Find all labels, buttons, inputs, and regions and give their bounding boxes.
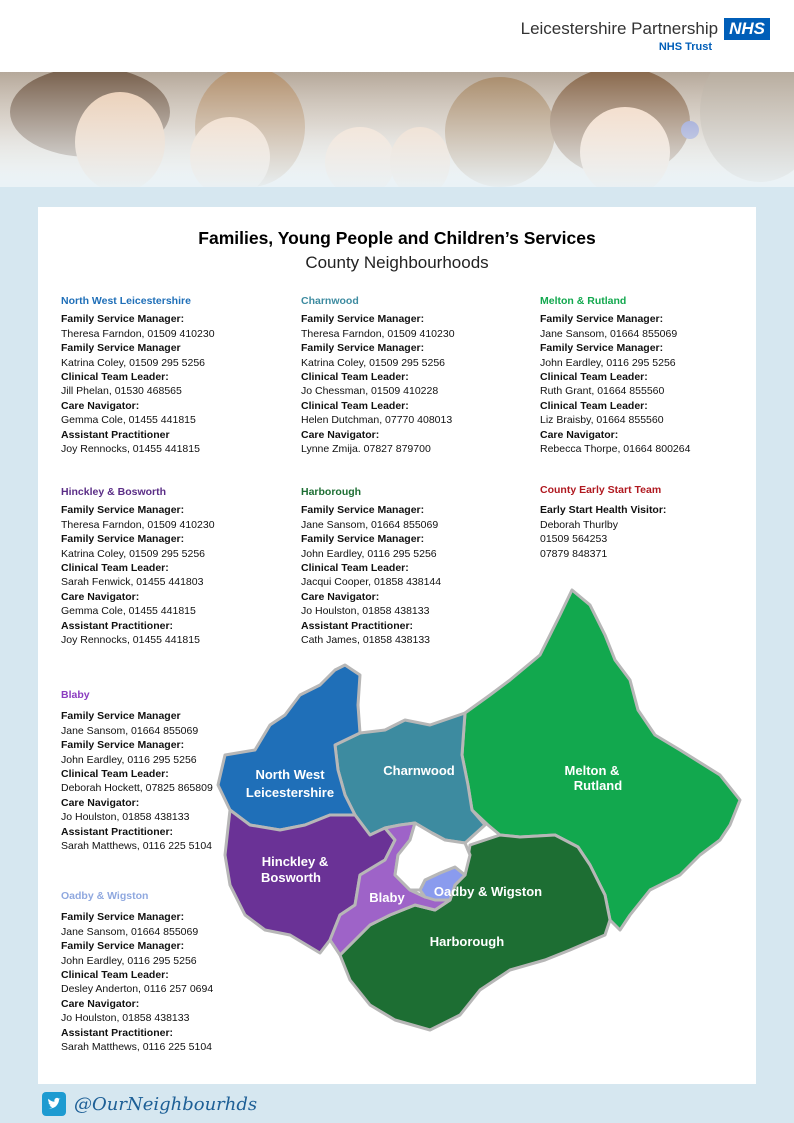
nhs-brand [521,18,770,53]
twitter-bird-icon[interactable] [42,1092,66,1116]
neighbourhood-heading: Hinckley & Bosworth [61,486,167,498]
neighbourhood-heading: County Early Start Team [540,484,662,496]
contact-detail: 01509 564253 [540,533,608,546]
contact-detail: Liz Braisby, 01664 855560 [540,414,664,427]
contact-role: Family Service Manager: [61,739,185,752]
contact-detail: Jo Chessman, 01509 410228 [301,385,439,398]
contact-role: Clinical Team Leader: [301,399,409,412]
document-subtitle: County Neighbourhoods [305,253,489,272]
contact-role: Clinical Team Leader: [301,371,409,384]
contact-role: Assistant Practitioner: [61,1026,174,1039]
header-bar [0,0,794,72]
neighbourhood-heading: Harborough [301,486,362,498]
contact-role: Family Service Manager: [540,342,664,355]
twitter-footer[interactable] [42,1092,257,1116]
neighbourhood-map [210,585,745,1045]
contact-detail: Theresa Farndon, 01509 410230 [61,518,215,531]
contact-role: Care Navigator: [61,590,140,603]
contact-detail: Katrina Coley, 01509 295 5256 [61,547,205,560]
contact-role: Clinical Team Leader: [61,768,169,781]
trust-label: NHS Trust [658,41,712,53]
contact-role: Care Navigator: [301,428,380,441]
contact-detail: Rebecca Thorpe, 01664 800264 [540,443,691,456]
contact-role: Care Navigator: [61,399,140,412]
contact-detail: Katrina Coley, 01509 295 5256 [61,356,205,369]
contact-role: Assistant Practitioner: [301,619,414,632]
map-label-oadby-wigston: Oadby & Wigston [433,884,543,899]
neighbourhood-heading: Melton & Rutland [540,295,627,307]
contact-detail: Deborah Hockett, 07825 865809 [61,782,213,795]
contact-detail: Katrina Coley, 01509 295 5256 [301,356,445,369]
contact-role: Care Navigator: [61,796,140,809]
contact-detail: Jane Sansom, 01664 855069 [301,518,439,531]
contact-role: Family Service Manager: [61,313,185,326]
twitter-handle[interactable]: @OurNeighbourhds [74,1093,258,1115]
org-name: Leicestershire Partnership [520,19,719,38]
contact-detail: Jo Houlston, 01858 438133 [301,605,430,618]
contact-detail: Jo Houlston, 01858 438133 [61,1012,190,1025]
map-label-north-west: Leicestershire [245,785,335,800]
contact-role: Family Service Manager [61,342,181,355]
map-label-hinckley: Hinckley & [261,854,329,869]
contact-role: Clinical Team Leader: [540,371,648,384]
contact-detail: 07879 848371 [540,547,608,560]
document-title: Families, Young People and Children’s Services [198,228,596,248]
contact-role: Clinical Team Leader: [61,562,169,575]
contact-detail: Jill Phelan, 01530 468565 [61,385,182,398]
neighbourhood-heading: Charnwood [301,295,359,307]
contact-role: Family Service Manager: [61,533,185,546]
map-label-charnwood: Charnwood [383,763,455,778]
contact-role: Clinical Team Leader: [61,969,169,982]
map-label-hinckley: Bosworth [261,870,321,885]
contact-detail: John Eardley, 0116 295 5256 [61,954,197,967]
map-label-melton: Melton & [564,763,620,778]
contact-detail: Cath James, 01858 438133 [301,634,431,647]
melton-rutland-contacts [540,294,690,456]
contact-role: Family Service Manager: [301,342,425,355]
contact-role: Clinical Team Leader: [61,371,169,384]
north-west-contacts [61,294,215,456]
contact-role: Care Navigator: [540,428,619,441]
contact-detail: Jane Sansom, 01664 855069 [540,327,678,340]
contact-detail: Sarah Matthews, 0116 225 5104 [61,1041,212,1054]
contact-detail: Joy Rennocks, 01455 441815 [61,443,200,456]
contact-detail: Jane Sansom, 01664 855069 [61,724,199,737]
contact-role: Clinical Team Leader: [540,399,648,412]
map-label-harborough: Harborough [429,934,505,949]
contact-role: Assistant Practitioner [61,428,170,441]
contact-detail: Theresa Farndon, 01509 410230 [301,327,455,340]
contact-role: Early Start Health Visitor: [540,504,667,517]
header-photo [0,72,794,187]
contact-detail: Gemma Cole, 01455 441815 [61,414,196,427]
neighbourhood-heading: Oadby & Wigston [61,890,149,902]
contact-role: Family Service Manager: [301,533,425,546]
contact-role: Family Service Manager: [301,313,425,326]
contact-detail: Ruth Grant, 01664 855560 [540,385,665,398]
contact-detail: John Eardley, 0116 295 5256 [301,547,437,560]
contact-detail: Helen Dutchman, 07770 408013 [301,414,453,427]
contact-detail: Sarah Fenwick, 01455 441803 [61,576,204,589]
contact-role: Family Service Manager: [61,940,185,953]
map-label-blaby: Blaby [369,890,405,905]
contact-role: Family Service Manager: [301,504,425,517]
charnwood-contacts [301,294,455,456]
children-photo-illustration [0,72,794,187]
contact-role: Care Navigator: [61,997,140,1010]
contact-role: Assistant Practitioner: [61,825,174,838]
contact-detail: Sarah Matthews, 0116 225 5104 [61,840,212,853]
oadby-wigston-contacts [61,889,213,1054]
contact-detail: John Eardley, 0116 295 5256 [61,753,197,766]
contact-detail: Jacqui Cooper, 01858 438144 [301,576,442,589]
contact-role: Family Service Manager [61,710,181,723]
contact-role: Family Service Manager: [540,313,664,326]
early-start-contacts [540,483,666,561]
contact-role: Family Service Manager: [61,911,185,924]
contact-detail: Theresa Farndon, 01509 410230 [61,327,215,340]
map-label-north-west: North West [255,767,325,782]
contact-detail: Deborah Thurlby [540,518,619,531]
blaby-contacts [61,688,213,853]
contact-role: Clinical Team Leader: [301,562,409,575]
contact-detail: John Eardley, 0116 295 5256 [540,356,676,369]
contact-detail: Gemma Cole, 01455 441815 [61,605,196,618]
map-label-melton: Rutland [573,778,623,793]
contact-detail: Desley Anderton, 0116 257 0694 [61,983,214,996]
contact-detail: Lynne Zmija. 07827 879700 [301,443,431,456]
contact-role: Care Navigator: [301,590,380,603]
contact-detail: Jane Sansom, 01664 855069 [61,925,199,938]
hinckley-bosworth-contacts [61,485,215,647]
contact-role: Assistant Practitioner: [61,619,174,632]
neighbourhood-heading: Blaby [61,689,90,701]
neighbourhood-heading: North West Leicestershire [61,295,191,307]
contact-detail: Joy Rennocks, 01455 441815 [61,634,200,647]
nhs-logo: NHS [724,18,770,40]
contact-role: Family Service Manager: [61,504,185,517]
contact-detail: Jo Houlston, 01858 438133 [61,811,190,824]
